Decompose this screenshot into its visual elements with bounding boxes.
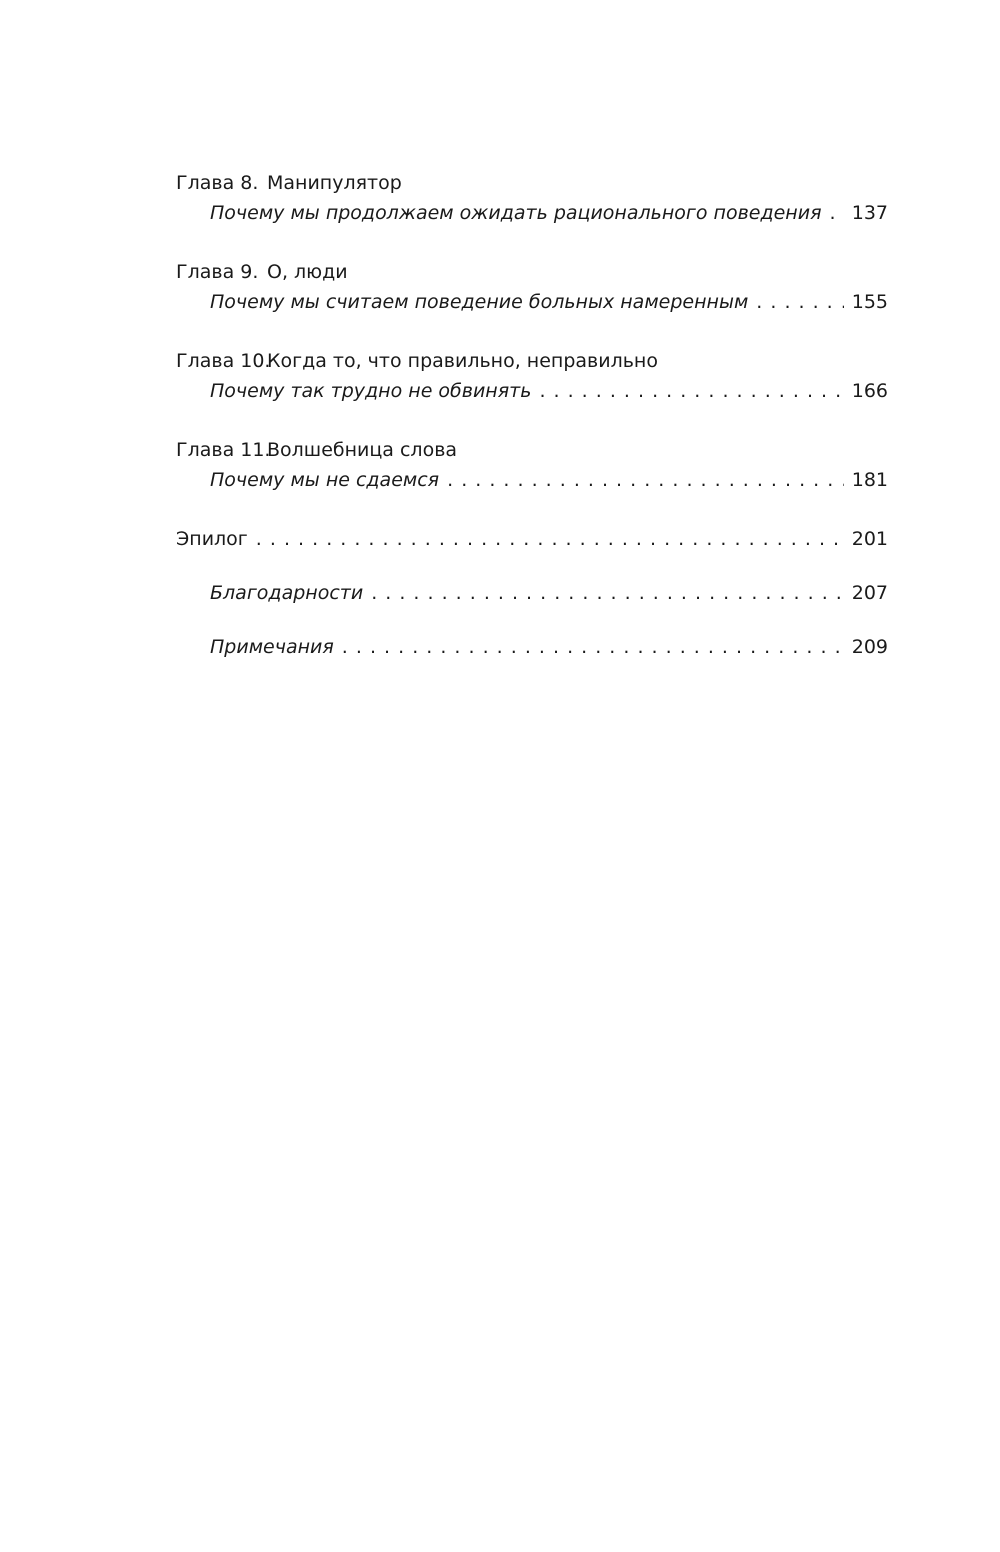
page-number: 201 — [851, 528, 888, 550]
table-of-contents — [176, 172, 888, 690]
toc-chapter-9 — [176, 261, 888, 323]
dot-leader — [539, 380, 843, 402]
notes-title: Примечания — [210, 636, 334, 658]
epilogue-title: Эпилог — [176, 528, 248, 550]
toc-acknowledgements — [176, 582, 888, 612]
toc-entry — [176, 469, 888, 501]
chapter-subtitle: Почему мы продолжаем ожидать рационального поведения — [210, 202, 822, 224]
dot-leader — [371, 582, 844, 604]
chapter-heading — [176, 172, 888, 202]
chapter-subtitle: Почему мы считаем поведение больных намеренным — [210, 291, 749, 313]
dot-leader — [342, 636, 844, 658]
chapter-title: Волшебница слова — [267, 439, 458, 461]
chapter-heading — [176, 350, 888, 380]
page-number: 137 — [851, 202, 888, 224]
dot-leader — [256, 528, 844, 550]
dot-leader — [447, 469, 844, 491]
chapter-subtitle: Почему так трудно не обвинять — [210, 380, 532, 402]
page-number: 181 — [851, 469, 888, 491]
chapter-title: Манипулятор — [267, 172, 402, 194]
page-number: 166 — [851, 380, 888, 402]
page-number: 209 — [851, 636, 888, 658]
toc-notes — [176, 636, 888, 666]
chapter-heading — [176, 261, 888, 291]
toc-chapter-11 — [176, 439, 888, 501]
page-number: 155 — [851, 291, 888, 313]
toc-entry — [176, 291, 888, 323]
toc-epilogue — [176, 528, 888, 558]
toc-chapter-10 — [176, 350, 888, 412]
dot-leader — [756, 291, 843, 313]
chapter-label: Глава 10. — [176, 350, 271, 372]
chapter-subtitle: Почему мы не сдаемся — [210, 469, 440, 491]
chapter-title: О, люди — [267, 261, 348, 283]
chapter-label: Глава 11. — [176, 439, 271, 461]
toc-chapter-8 — [176, 172, 888, 234]
chapter-heading — [176, 439, 888, 469]
dot-leader — [830, 202, 844, 224]
toc-entry — [176, 202, 888, 234]
chapter-label: Глава 8. — [176, 172, 259, 194]
chapter-title: Когда то, что правильно, неправильно — [267, 350, 658, 372]
page-number: 207 — [851, 582, 888, 604]
acknowledgements-title: Благодарности — [210, 582, 364, 604]
toc-entry — [176, 380, 888, 412]
chapter-label: Глава 9. — [176, 261, 259, 283]
